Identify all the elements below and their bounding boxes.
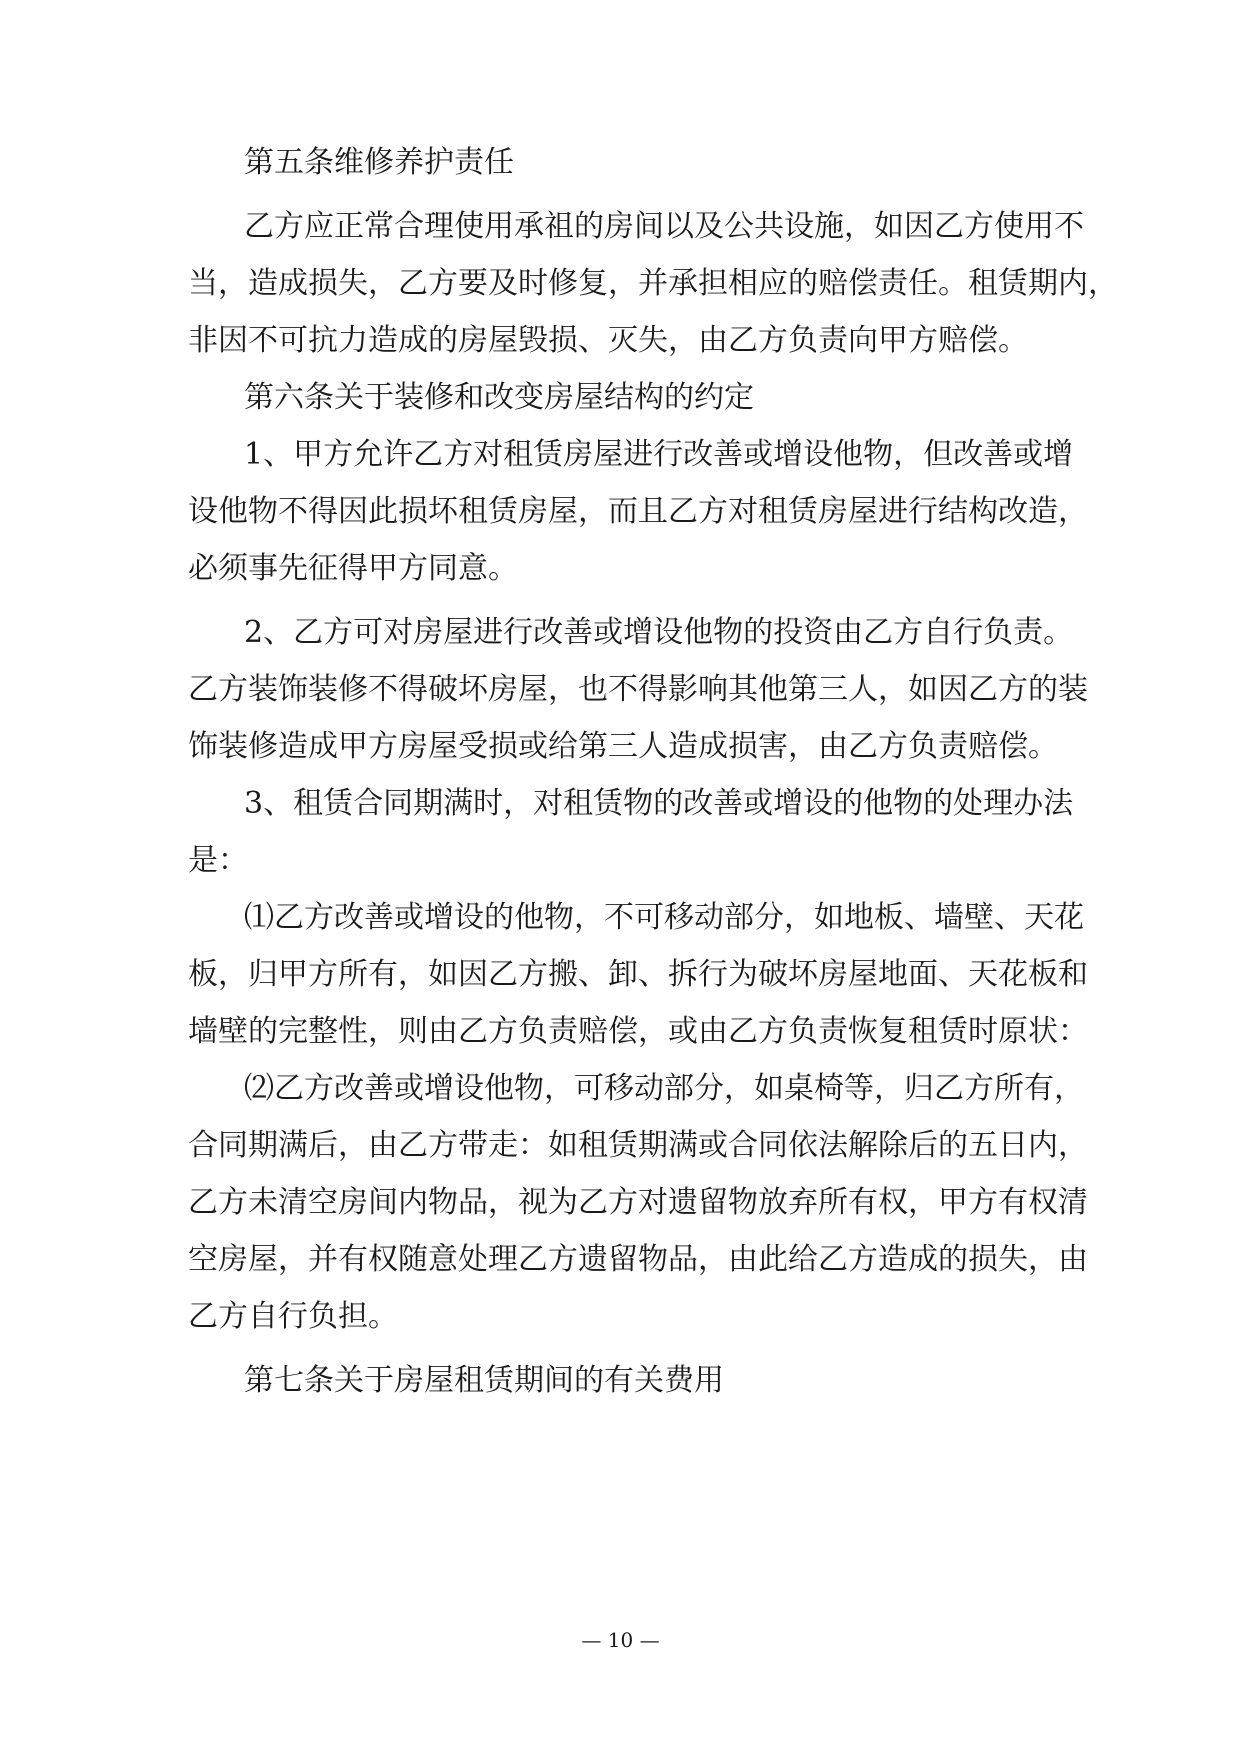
paragraph-line: 非因不可抗力造成的房屋毁损、灭失，由乙方负责向甲方赔偿。 xyxy=(188,323,1028,358)
paragraph-line: 必须事先征得甲方同意。 xyxy=(188,551,518,586)
paragraph-line: 空房屋，并有权随意处理乙方遗留物品，由此给乙方造成的损失，由 xyxy=(188,1242,1088,1277)
paragraph-line: 合同期满后，由乙方带走：如租赁期满或合同依法解除后的五日内， xyxy=(188,1128,1088,1163)
paragraph-line: 是： xyxy=(188,843,248,878)
paragraph-line: 饰装修造成甲方房屋受损或给第三人造成损害，由乙方负责赔偿。 xyxy=(188,729,1058,764)
paragraph-line: ⑵乙方改善或增设他物，可移动部分，如桌椅等，归乙方所有， xyxy=(244,1071,1084,1106)
paragraph-line: 板，归甲方所有，如因乙方搬、卸、拆行为破坏房屋地面、天花板和 xyxy=(188,957,1088,992)
paragraph-line: 乙方自行负担。 xyxy=(188,1299,398,1334)
paragraph-line: 墙壁的完整性，则由乙方负责赔偿，或由乙方负责恢复租赁时原状： xyxy=(188,1014,1088,1049)
paragraph-line: 1、甲方允许乙方对租赁房屋进行改善或增设他物，但改善或增 xyxy=(244,437,1074,472)
page-number: — 10 — xyxy=(581,1628,660,1652)
section-heading: 第七条关于房屋租赁期间的有关费用 xyxy=(244,1363,724,1398)
paragraph-line: 乙方应正常合理使用承祖的房间以及公共设施，如因乙方使用不 xyxy=(244,209,1084,244)
paragraph-line: ⑴乙方改善或增设的他物，不可移动部分，如地板、墙壁、天花 xyxy=(244,900,1084,935)
paragraph-line: 乙方未清空房间内物品，视为乙方对遗留物放弃所有权，甲方有权清 xyxy=(188,1185,1088,1220)
paragraph-line: 设他物不得因此损坏租赁房屋，而且乙方对租赁房屋进行结构改造， xyxy=(188,494,1088,529)
paragraph-line: 乙方装饰装修不得破坏房屋，也不得影响其他第三人，如因乙方的装 xyxy=(188,672,1088,707)
section-heading: 第六条关于装修和改变房屋结构的约定 xyxy=(244,380,754,415)
section-heading: 第五条维修养护责任 xyxy=(244,145,514,180)
paragraph-line: 2、乙方可对房屋进行改善或增设他物的投资由乙方自行负责。 xyxy=(244,615,1074,650)
paragraph-line: 当，造成损失，乙方要及时修复，并承担相应的赔偿责任。租赁期内， xyxy=(188,266,1118,301)
paragraph-line: 3、租赁合同期满时，对租赁物的改善或增设的他物的处理办法 xyxy=(244,786,1074,821)
